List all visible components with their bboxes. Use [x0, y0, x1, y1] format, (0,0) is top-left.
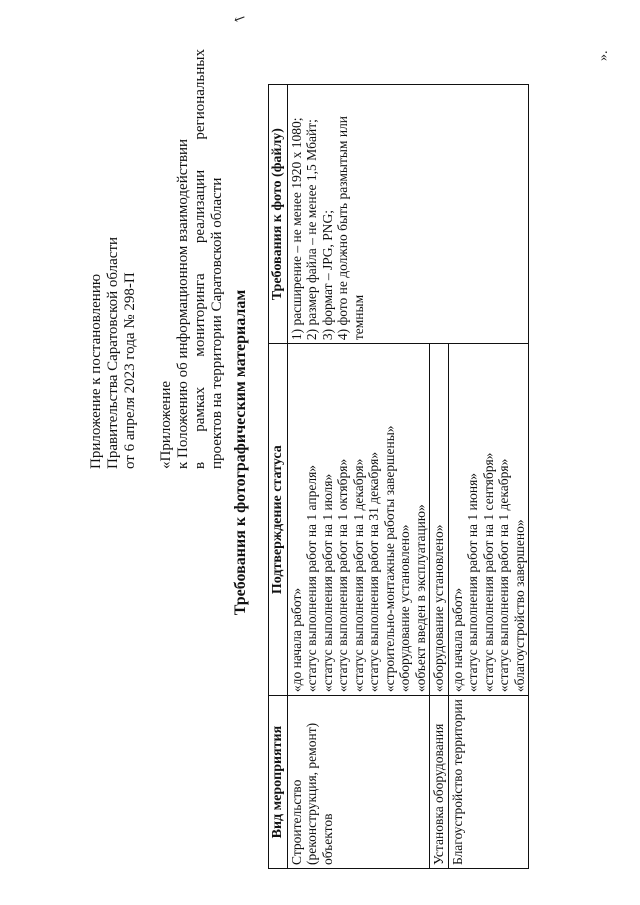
cell-line: «статус выполнения работ на 1 сентября»: [480, 452, 496, 693]
cell-line: «статус выполнения работ на 31 декабря»: [366, 451, 381, 693]
cell-line: Строительство: [288, 779, 304, 865]
cell-line: «до начала работ»: [449, 587, 465, 693]
cell-line: «благоустройство завершено»: [511, 519, 527, 693]
activity-type-cell: [430, 696, 449, 869]
scan-mark: ↖: [231, 10, 250, 28]
regulation-header: [158, 49, 226, 469]
regulation-header-line: проектов на территории Саратовской области: [209, 177, 225, 469]
regulation-header-line: к Положению об информационном взаимодействии: [175, 138, 191, 469]
appendix-header-line: Приложение к постановлению: [88, 273, 104, 469]
cell-line: «строительно-монтажные работы завершены»: [381, 425, 397, 693]
regulation-header-line: в рамках мониторинга реализации региональных: [192, 49, 208, 469]
cell-line: 1) расширение – не менее 1920 х 1080;: [288, 117, 304, 341]
cell-line: 4) фото не должно быть размытым или темным: [335, 115, 366, 341]
appendix-header: [88, 49, 139, 469]
cell-line: Установка оборудования: [431, 723, 446, 865]
column-header-type: Вид мероприятия: [269, 696, 288, 869]
cell-line: «статус выполнения работ на 1 июня»: [465, 472, 480, 693]
appendix-header-line: от 6 апреля 2023 года № 298-П: [122, 272, 138, 469]
requirements-table: [268, 84, 529, 869]
activity-type-cell: [287, 696, 430, 869]
photo-requirements-cell: [287, 85, 529, 344]
document-title: Требования к фотографическим материалам: [232, 289, 249, 616]
closing-quote-mark: ».: [596, 50, 611, 61]
regulation-header-line: «Приложение: [158, 380, 174, 469]
cell-line: «объект введен в эксплуатацию»: [412, 504, 428, 693]
cell-line: объектов: [319, 813, 335, 865]
column-header-photo: Требования к фото (файлу): [269, 85, 288, 344]
appendix-header-line: Правительства Саратовской области: [105, 236, 121, 469]
cell-line: «оборудование установлено»: [431, 524, 446, 693]
cell-line: «оборудование установлено»: [397, 524, 412, 693]
cell-line: «статус выполнения работ на 1 октября»: [335, 458, 350, 693]
status-cell: [448, 344, 529, 696]
cell-line: «статус выполнения работ на 1 июля»: [319, 473, 335, 693]
cell-line: 2) размер файла – не менее 1,5 Мбайт;: [304, 119, 319, 341]
table-header-row: [269, 85, 288, 869]
cell-line: «статус выполнения работ на 1 декабря»: [350, 458, 366, 693]
cell-line: «до начала работ»: [288, 587, 304, 693]
table-row: [287, 85, 430, 869]
cell-line: (реконструкция, ремонт): [304, 722, 319, 865]
cell-line: 3) формат – JPG, PNG;: [319, 209, 335, 341]
cell-line: «статус выполнения работ на 1 декабря»: [496, 458, 511, 693]
status-cell: [430, 344, 449, 696]
cell-line: Благоустройство территории: [449, 699, 465, 865]
column-header-status: Подтверждение статуса: [269, 344, 288, 696]
activity-type-cell: [448, 696, 529, 869]
status-cell: [287, 344, 430, 696]
cell-line: «статус выполнения работ на 1 апреля»: [304, 464, 319, 693]
